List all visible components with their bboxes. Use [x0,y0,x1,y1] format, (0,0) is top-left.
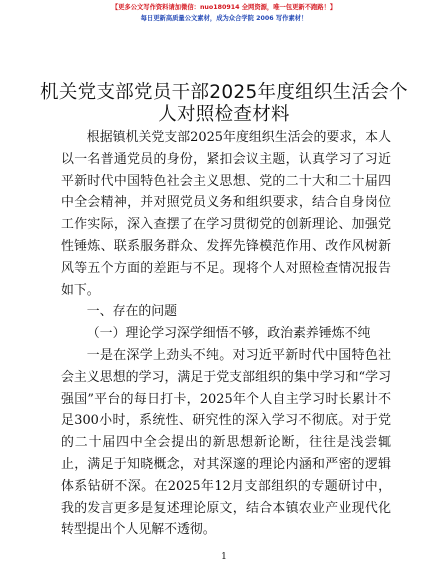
promo-banner-line-2: 每日更新高质量公文素材，成为众合学院 2006 写作素材！ [140,15,308,22]
document-body [61,127,391,541]
promo-banner [0,2,448,24]
promo-banner-line-1: 【更多公文写作资料请加微信：nuo180914 全网资源，唯一包更新不跑路！】 [111,4,337,11]
body-paragraph: 一是在深学上劲头不纯。对习近平新时代中国特色社会主义思想的学习，满足于党支部组织的集中学习和“学习强国”平台的每日打卡，2025年个人自主学习时长累计不足300小时，系统性、研究性的深入学习不彻底。对于党的二十届四中全会提出的新思想新论断，往往是浅尝辄止，满足于知晓概念，对其深邃的理论内涵和严密的逻辑体系钻研不深。在2025年12月支部组织的专题研讨中，我的发言更多是复述理论原文，结合本镇农业产业现代化转型提出个人见解不透彻。 [61,347,391,538]
section-heading: 一、存在的问题 [86,304,178,320]
intro-paragraph: 根据镇机关党支部2025年度组织生活会的要求，本人以一名普通党员的身份，紧扣会议主题，认真学习了习近平新时代中国特色社会主义思想、党的二十大和二十届四中全会精神，并对照党员义务和组织要求，结合自身岗位工作实际，深入查摆了在学习贯彻党的创新理论、加强党性锤炼、联系服务群众、发挥先锋模范作用、改作风树新风等五个方面的差距与不足。现将个人对照检查情况报告如下。 [61,130,391,298]
page-number: 1 [221,552,227,562]
subsection-heading: （一）理论学习深学细悟不够，政治素养锤炼不纯 [86,326,371,342]
document-title: 机关党支部党员干部2025年度组织生活会个人对照检查材料 [40,82,408,125]
